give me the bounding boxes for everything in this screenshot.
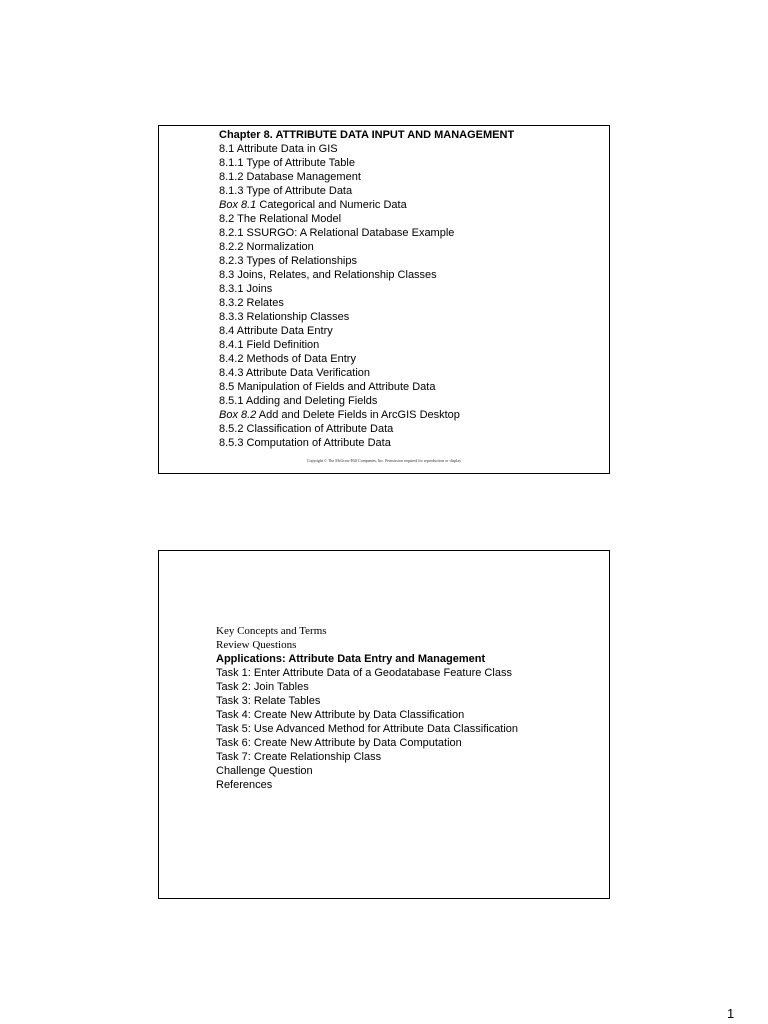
list-item: Challenge Question xyxy=(216,765,313,777)
box-title: Add and Delete Fields in ArcGIS Desktop xyxy=(256,409,460,421)
list-item: References xyxy=(216,779,273,791)
toc-box-line xyxy=(219,408,514,422)
task-item: Task 5: Use Advanced Method for Attribute Data Classification xyxy=(216,723,519,735)
task-item: Task 1: Enter Attribute Data of a Geodatabase Feature Class xyxy=(216,667,512,679)
chapter-title: Chapter 8. ATTRIBUTE DATA INPUT AND MANAGEMENT xyxy=(219,129,515,141)
toc-line: 8.3.3 Relationship Classes xyxy=(219,311,350,323)
toc-line: 8.5.3 Computation of Attribute Data xyxy=(219,437,391,449)
task-item: Task 3: Relate Tables xyxy=(216,695,321,707)
table-of-contents xyxy=(219,128,514,450)
toc-line: 8.4.1 Field Definition xyxy=(219,339,320,351)
toc-line: 8.1.3 Type of Attribute Data xyxy=(219,185,353,197)
toc-line: 8.2.3 Types of Relationships xyxy=(219,255,357,267)
section-list xyxy=(216,624,518,792)
copyright-notice: Copyright © The McGraw-Hill Companies, Inc. Permission required for reproduction or display xyxy=(306,458,462,463)
slide-1 xyxy=(158,125,610,474)
toc-line: 8.1.2 Database Management xyxy=(219,171,361,183)
task-item: Task 6: Create New Attribute by Data Computation xyxy=(216,737,462,749)
applications-heading: Applications: Attribute Data Entry and Management xyxy=(216,653,486,665)
task-item: Task 7: Create Relationship Class xyxy=(216,751,382,763)
task-item: Task 2: Join Tables xyxy=(216,681,309,693)
toc-line: 8.5.1 Adding and Deleting Fields xyxy=(219,395,378,407)
toc-line: 8.2 The Relational Model xyxy=(219,213,342,225)
toc-line: 8.1.1 Type of Attribute Table xyxy=(219,157,355,169)
toc-line: 8.5.2 Classification of Attribute Data xyxy=(219,423,394,435)
box-label: Box 8.2 xyxy=(219,409,257,421)
box-title: Categorical and Numeric Data xyxy=(256,199,407,211)
toc-box-line xyxy=(219,198,514,212)
toc-line: 8.5 Manipulation of Fields and Attribute Data xyxy=(219,381,436,393)
toc-line: 8.3.1 Joins xyxy=(219,283,273,295)
toc-line: 8.4 Attribute Data Entry xyxy=(219,325,333,337)
toc-line: 8.4.3 Attribute Data Verification xyxy=(219,367,371,379)
list-item: Review Questions xyxy=(216,639,297,651)
box-label: Box 8.1 xyxy=(219,199,257,211)
toc-line: 8.1 Attribute Data in GIS xyxy=(219,143,338,155)
toc-line: 8.2.1 SSURGO: A Relational Database Example xyxy=(219,227,455,239)
slide-2 xyxy=(158,550,610,899)
toc-line: 8.4.2 Methods of Data Entry xyxy=(219,353,356,365)
toc-line: 8.3.2 Relates xyxy=(219,297,284,309)
toc-line: 8.2.2 Normalization xyxy=(219,241,314,253)
list-item: Key Concepts and Terms xyxy=(216,625,327,637)
page-number: 1 xyxy=(727,1006,735,1021)
task-item: Task 4: Create New Attribute by Data Classification xyxy=(216,709,465,721)
toc-line: 8.3 Joins, Relates, and Relationship Classes xyxy=(219,269,437,281)
